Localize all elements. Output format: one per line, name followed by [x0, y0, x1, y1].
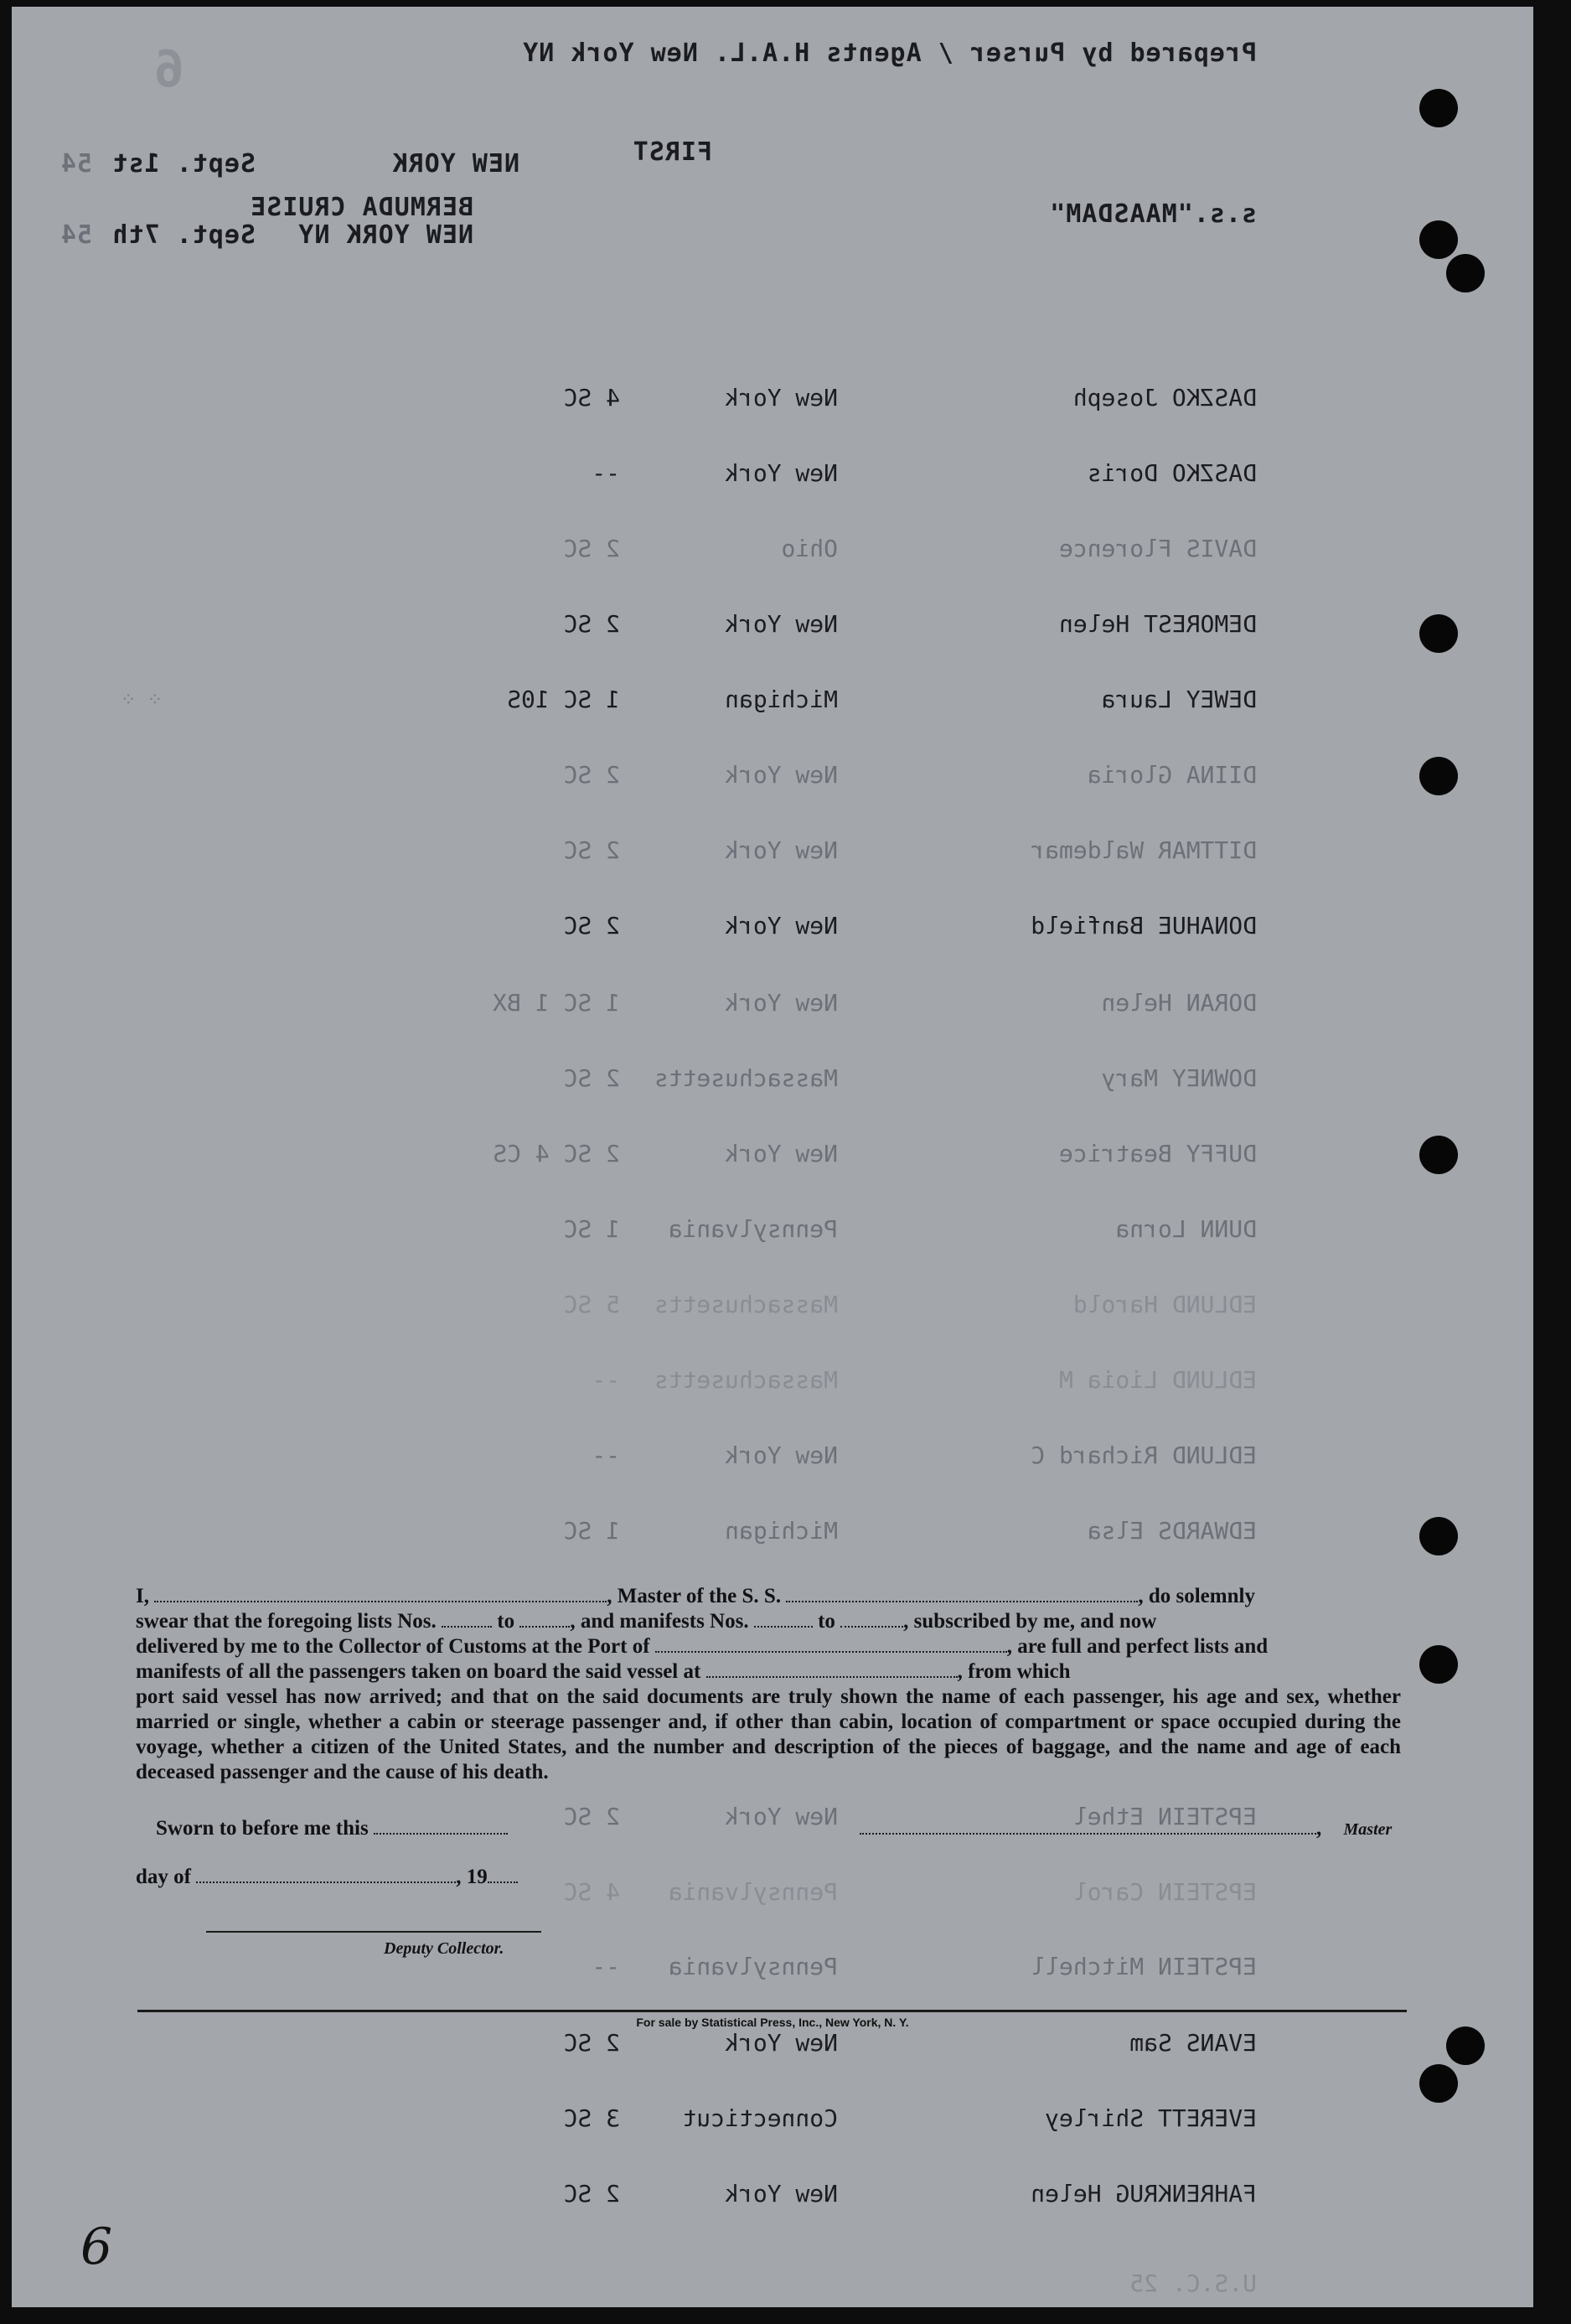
- mirrored-typed-layer: Prepared by Purser / Agents H.A.L. New York NY 6 FIRST NEW YORK Sept. 1st 54 s.s."MAASDAM" BERMUDA CRUISE NEW YORK NY Sept. 7th 54 DASZKO Joseph New York 4 SC DASZKO Doris New York -- DAVIS Florence Ohio 2 SC DEMOREST Helen New York 2 SC DEWEY Laura Michigan 1 SC 10S DIINA Gloria New York 2 SC DITTMAR Waldemar New York 2 SC DONAHUE Banfield New York 2 SC DORAN Helen New York 1 SC 1 BX DOWNEY Mary Massachusetts 2 SC DUFFY Beatrice New York 2 SC 4 CS DUNN Lorna Pennsylvania 1 SC EDLUND Harold Massachusetts 5 SC EDLUND Lioia M Massachusetts -- EDLUND Richard C New York -- EDWARDS Elsa Michigan 1 SC EPSTEIN Ethel New York 2 SC EPSTEIN Carol Pennsylvania 4 SC EPSTEIN Mitchell Pennsylvania -- EVANS Sam New York 2 SC EVERETT Shirley Connecticut 3 SC FAHRENKRUG Helen New York 2 SC U.S.C. 25: [59, 39, 1257, 2297]
- punch-hole: [1419, 614, 1458, 653]
- year-field[interactable]: [488, 1866, 518, 1883]
- oath-line-1: I, , Master of the S. S. , do solemnly: [136, 1585, 1255, 1607]
- footer-rule: [137, 2010, 1407, 2012]
- ship-name-field[interactable]: [786, 1586, 1138, 1602]
- handwritten-page-number: 6: [80, 2218, 113, 2276]
- arrival-date: Sept. 7th: [111, 220, 256, 250]
- oath-line-2: swear that the foregoing lists Nos. to , and manifests Nos. to , subscribed by me, and now: [136, 1610, 1157, 1633]
- punch-hole: [1419, 2064, 1458, 2103]
- arrival-margin-note: 54: [59, 220, 92, 250]
- oath-line-4: manifests of all the passengers taken on board the said vessel at , from which: [136, 1660, 1071, 1683]
- page-mark: 6: [152, 40, 184, 99]
- oath-body: port said vessel has now arrived; and that on the said documents are truly shown the name of each passenger, his age and sex, whether married or single, whether a cabin or steerage passenger and, if other than cabin, location of compartment or space occupied during the voyage, whether a citizen of the United States, and the number and description of the pieces of baggage, and the name and age of each deceased passenger and the cause of his death.: [136, 1685, 1401, 1783]
- sailing-date: Sept. 1st: [111, 149, 256, 179]
- deputy-collector-label: Deputy Collector.: [384, 1939, 504, 1958]
- sworn-line: Sworn to before me this: [156, 1817, 508, 1840]
- deputy-signature-rule: [206, 1931, 541, 1933]
- punch-hole: [1419, 757, 1458, 795]
- ship-name: s.s."MAASDAM": [1049, 199, 1257, 229]
- sworn-date-field[interactable]: [374, 1818, 508, 1835]
- day-of-line: day of , 19: [136, 1866, 518, 1889]
- sailing-port: NEW YORK: [391, 149, 519, 179]
- punch-hole: [1446, 2026, 1485, 2065]
- cruise-name: BERMUDA CRUISE: [250, 193, 473, 222]
- punch-hole: [1446, 254, 1485, 292]
- manifests-from-field[interactable]: [754, 1611, 813, 1628]
- class-label: FIRST: [632, 137, 712, 167]
- arrival-port: NEW YORK NY: [297, 220, 473, 250]
- punch-hole: [1419, 1517, 1458, 1555]
- bottom-code: U.S.C. 25: [1129, 2270, 1257, 2297]
- punch-hole: [1419, 1645, 1458, 1684]
- margin-note: 54: [59, 149, 92, 179]
- punch-hole: [1419, 220, 1458, 259]
- oath-line-3: delivered by me to the Collector of Customs at the Port of , are full and perfect lists and: [136, 1635, 1269, 1658]
- lists-from-field[interactable]: [442, 1611, 492, 1628]
- manifest-page: [12, 7, 1533, 2307]
- lists-to-field[interactable]: [519, 1611, 570, 1628]
- oath-statement: [136, 1584, 1401, 1785]
- faint-stamp: ⁘ ⁘: [121, 690, 163, 711]
- master-signature-line: , Master: [860, 1817, 1392, 1840]
- punch-hole: [1419, 1136, 1458, 1174]
- day-field[interactable]: [196, 1866, 456, 1883]
- prepared-by-line: Prepared by Purser / Agents H.A.L. New York NY: [522, 39, 1257, 68]
- master-name-field[interactable]: [154, 1586, 607, 1602]
- departure-port-field[interactable]: [706, 1661, 958, 1678]
- punch-hole: [1419, 89, 1458, 127]
- manifests-to-field[interactable]: [840, 1611, 903, 1628]
- port-field[interactable]: [655, 1636, 1007, 1653]
- master-signature-field[interactable]: [860, 1818, 1316, 1835]
- printer-credit: For sale by Statistical Press, Inc., New York, N. Y.: [636, 2016, 909, 2029]
